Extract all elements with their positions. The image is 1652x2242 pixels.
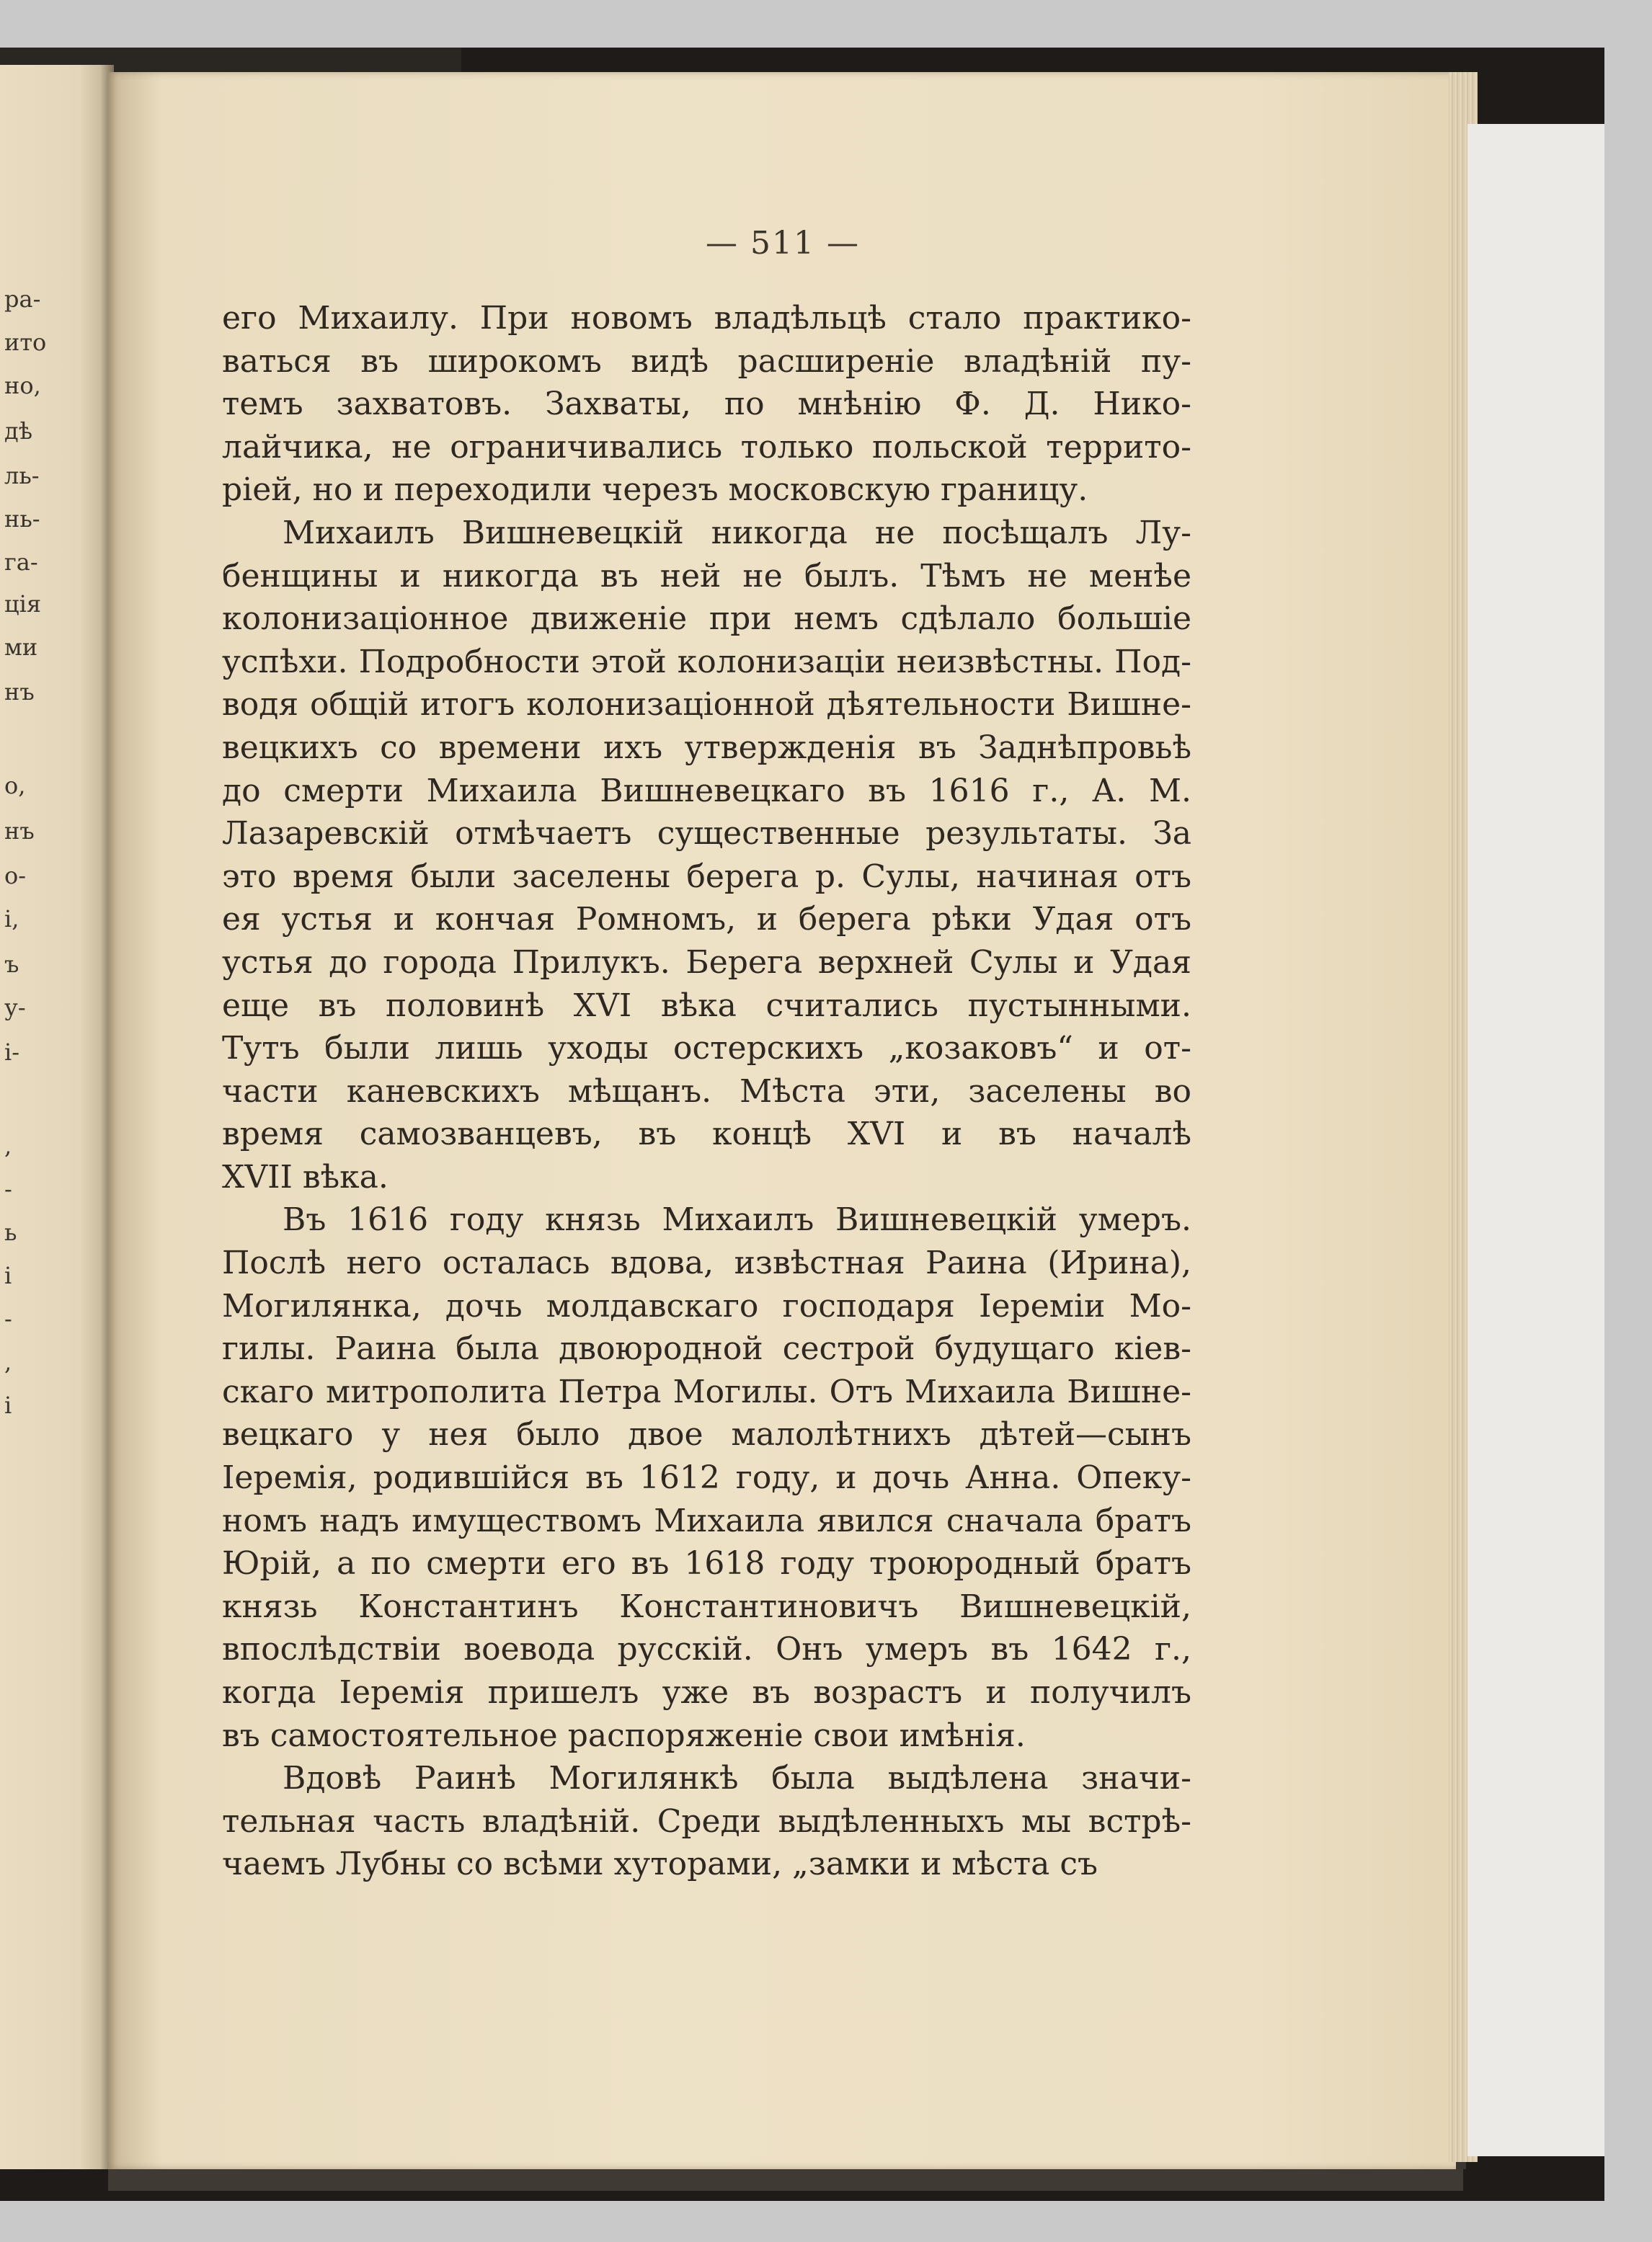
- facing-page-fragment: га-: [4, 548, 38, 576]
- text-line: колонизаціонное движеніе при немъ сдѣлало большіе: [222, 600, 1191, 638]
- facing-page-fragment: і: [4, 1262, 12, 1289]
- text-line: вецкаго у нея было двое малолѣтнихъ дѣтей—сынъ: [222, 1416, 1191, 1454]
- paragraph: [222, 297, 1191, 512]
- text-line: XVII вѣка.: [222, 1158, 388, 1196]
- text-line: бенщины и никогда въ ней не былъ. Тѣмъ не менѣе: [222, 557, 1191, 595]
- facing-page-fragment: ъ: [4, 951, 19, 978]
- text-line: Михаилъ Вишневецкій никогда не посѣщалъ Лу-: [283, 514, 1191, 551]
- facing-page-sliver: [0, 65, 114, 2169]
- facing-page-fragment: у-: [4, 994, 26, 1021]
- facing-page-fragment: дѣ: [4, 417, 32, 445]
- page-number: — 511 —: [706, 225, 860, 262]
- facing-page-fragment: і-: [4, 1038, 20, 1066]
- text-line: Лазаревскій отмѣчаетъ существенные результаты. За: [222, 815, 1191, 853]
- facing-page-fragment: о-: [4, 862, 27, 889]
- page-body-text: [222, 297, 1191, 1886]
- text-line: ваться въ широкомъ видѣ расширеніе владѣній пу-: [222, 342, 1191, 380]
- text-line: гилы. Раина была двоюродной сестрой будущаго кіев-: [222, 1330, 1191, 1368]
- text-line: темъ захватовъ. Захваты, по мнѣнію Ф. Д. Нико-: [222, 386, 1191, 423]
- text-line: части каневскихъ мѣщанъ. Мѣста эти, заселены во: [222, 1072, 1191, 1110]
- text-line: до смерти Михаила Вишневецкаго въ 1616 г., А. М.: [222, 772, 1191, 809]
- text-line: Въ 1616 году князь Михаилъ Вишневецкій умеръ.: [283, 1201, 1191, 1239]
- book-cover-bottom: [108, 2169, 1463, 2191]
- text-line: еще въ половинѣ XVI вѣка считались пустынными.: [222, 987, 1191, 1024]
- text-line: Тутъ были лишь уходы остерскихъ „козаковъ“ и от-: [222, 1030, 1191, 1067]
- text-line: Послѣ него осталась вдова, извѣстная Раина (Ирина),: [222, 1245, 1191, 1282]
- text-line: впослѣдствіи воевода русскій. Онъ умеръ въ 1642 г.,: [222, 1631, 1191, 1668]
- facing-page-fragment: і: [4, 1392, 12, 1419]
- facing-page-fragment: -: [4, 1175, 12, 1203]
- text-line: его Михаилу. При новомъ владѣльцѣ стало практико-: [222, 300, 1191, 337]
- facing-page-fragment: нъ: [4, 678, 35, 706]
- text-line: чаемъ Лубны со всѣми хуторами, „замки и мѣста съ: [222, 1846, 1098, 1883]
- facing-page-fragment: і,: [4, 905, 19, 933]
- paragraph: [222, 512, 1191, 1199]
- text-line: это время были заселены берега р. Сулы, начиная отъ: [222, 858, 1191, 895]
- text-line: ея устья и кончая Ромномъ, и берега рѣки Удая отъ: [222, 901, 1191, 938]
- text-line: Могилянка, дочь молдавскаго господаря Іереміи Мо-: [222, 1287, 1191, 1325]
- facing-page-fragment: нъ: [4, 817, 35, 845]
- background-card: [1467, 124, 1604, 2156]
- facing-page-fragment: нь-: [4, 505, 40, 533]
- text-line: когда Іеремія пришелъ уже въ возрастъ и получилъ: [222, 1674, 1191, 1711]
- facing-page-fragment: ра-: [4, 285, 41, 313]
- text-line: Юрій, а по смерти его въ 1618 году троюродный братъ: [222, 1545, 1191, 1583]
- text-line: лайчика, не ограничивались только польской террито-: [222, 428, 1191, 466]
- text-line: водя общій итогъ колонизаціонной дѣятельности Вишне-: [222, 686, 1191, 724]
- paragraph: [222, 1198, 1191, 1757]
- text-line: князь Константинъ Константиновичъ Вишневецкій,: [222, 1588, 1191, 1625]
- text-line: ріей, но и переходили черезъ московскую границу.: [222, 471, 1088, 509]
- facing-page-fragment: ція: [4, 590, 41, 618]
- text-line: номъ надъ имуществомъ Михаила явился сначала братъ: [222, 1502, 1191, 1539]
- facing-page-fragment: ,: [4, 1132, 12, 1160]
- paragraph: [222, 1757, 1191, 1886]
- facing-page-fragment: ми: [4, 633, 38, 661]
- text-line: время самозванцевъ, въ концѣ XVI и въ началѣ: [222, 1116, 1191, 1153]
- facing-page-fragment: о,: [4, 772, 26, 799]
- facing-page-text: [0, 65, 114, 2169]
- facing-page-fragment: -: [4, 1305, 12, 1333]
- facing-page-fragment: ито: [4, 329, 47, 356]
- text-line: въ самостоятельное распоряженіе свои имѣнія.: [222, 1717, 1026, 1754]
- book-page: [108, 72, 1457, 2169]
- facing-page-fragment: ,: [4, 1348, 12, 1376]
- facing-page-fragment: ль-: [4, 462, 40, 489]
- text-line: Вдовѣ Раинѣ Могилянкѣ была выдѣлена значи-: [283, 1760, 1191, 1797]
- text-line: скаго митрополита Петра Могилы. Отъ Михаила Вишне-: [222, 1373, 1191, 1410]
- text-line: вецкихъ со времени ихъ утвержденія въ Заднѣпровьѣ: [222, 729, 1191, 766]
- text-line: устья до города Прилукъ. Берега верхней Сулы и Удая: [222, 943, 1191, 981]
- facing-page-fragment: но,: [4, 372, 41, 399]
- text-line: Іеремія, родившійся въ 1612 году, и дочь Анна. Опеку-: [222, 1459, 1191, 1497]
- text-line: успѣхи. Подробности этой колонизаціи неизвѣстны. Под-: [222, 643, 1191, 680]
- facing-page-fragment: ь: [4, 1219, 17, 1246]
- text-line: тельная часть владѣній. Среди выдѣленныхъ мы встрѣ-: [222, 1802, 1191, 1840]
